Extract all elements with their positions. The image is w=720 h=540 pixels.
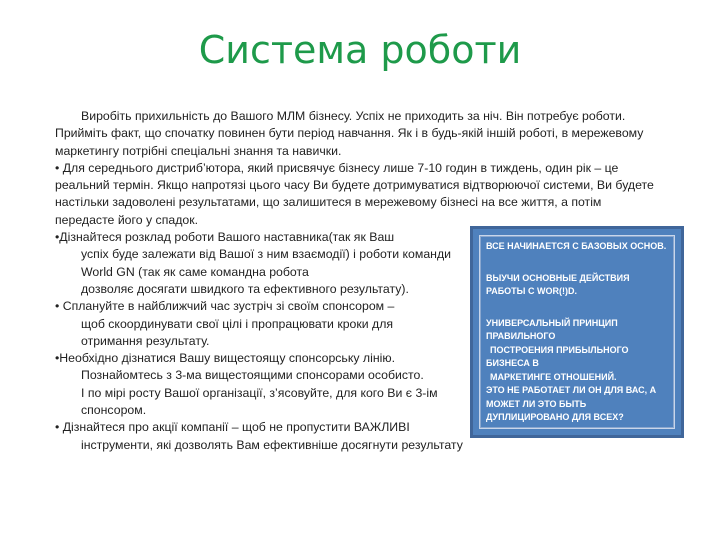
callout-line: ВСЕ НАЧИНАЕТСЯ С БАЗОВЫХ ОСНОВ. [486, 241, 667, 251]
bullet-line: успіх буде залежати від Вашої з ним взаємодії) і роботи команди [81, 247, 451, 262]
callout-line: РАБОТЫ С WOR(!)D. [486, 286, 577, 296]
bullet-line: • Дізнайтеся про акції компанії – щоб не пропустити ВАЖЛИВІ [55, 420, 410, 435]
bullet-line: дозволяє досягати швидкого та ефективного результату). [81, 281, 409, 296]
bullet-line: настільки задоволені результатами, що залишитеся в мережевому бізнесі на все життя, а потім [55, 195, 602, 210]
callout-line: ДУПЛИЦИРОВАНО ДЛЯ ВСЕХ? [486, 412, 624, 422]
bullet-line: •Необхідно дізнатися Вашу вищестоящу спонсорську лінію. [55, 351, 395, 366]
bullet-line: щоб скоординувати свої цілі і пропрацювати кроки для [81, 316, 394, 331]
bullet-line: Познайомтесь з 3-ма вищестоящими спонсорами особисто. [81, 368, 424, 383]
callout-line: ПОСТРОЕНИЯ ПРИБЫЛЬНОГО [490, 344, 629, 355]
bullet-line: реальний термін. Якщо напротязі цього часу Ви будете дотримуватися відтворюючої системи, Ви будете [55, 178, 654, 193]
callout-line: ЭТО НЕ РАБОТАЕТ ЛИ ОН ДЛЯ ВАС, А [486, 385, 657, 395]
bullet-line: спонсором. [81, 403, 147, 418]
body-line: маркетингу потрібні спеціальні знання та навички. [55, 143, 342, 158]
bullet-line: отримання результату. [81, 333, 210, 348]
bullet-line: інструменти, які дозволять Вам ефективніше досягнути результату [81, 437, 463, 452]
bullet-line: передасте його у спадок. [55, 212, 199, 227]
bullet-line: • Для середнього дистриб’ютора, який присвячує бізнесу лише 7-10 годин в тиждень, один рік – це [55, 160, 619, 175]
callout-line: БИЗНЕСА В [486, 358, 539, 368]
body-line: Прийміть факт, що спочатку повинен бути період навчання. Як і в будь-якій іншій роботі, в мережевому [55, 126, 644, 141]
bullet-line: •Дізнайтеся розклад роботи Вашого наставника(так як Ваш [55, 230, 395, 245]
bullet-line: World GN (так як саме командна робота [81, 264, 309, 279]
callout-line: ПРАВИЛЬНОГО [486, 331, 556, 341]
callout-box [470, 226, 684, 438]
callout-line: МАРКЕТИНГЕ ОТНОШЕНИЙ. [490, 371, 617, 382]
callout-line: УНИВЕРСАЛЬНЫЙ ПРИНЦИП [486, 317, 618, 328]
callout-line: МОЖЕТ ЛИ ЭТО БЫТЬ [486, 398, 587, 409]
body-line: Виробіть прихильність до Вашого МЛМ бізнесу. Успіх не приходить за ніч. Він потребує роботи. [81, 109, 626, 123]
bullet-line: І по мірі росту Вашої організації, з’ясовуйте, для кого Ви є 3-ім [81, 385, 438, 400]
slide-title: Система роботи [198, 28, 522, 72]
callout-line: ВЫУЧИ ОСНОВНЫЕ ДЕЙСТВИЯ [486, 272, 630, 283]
callout-inner [479, 235, 675, 429]
bullet-line: • Сплануйте в найближчий час зустріч зі своїм спонсором – [55, 299, 395, 314]
